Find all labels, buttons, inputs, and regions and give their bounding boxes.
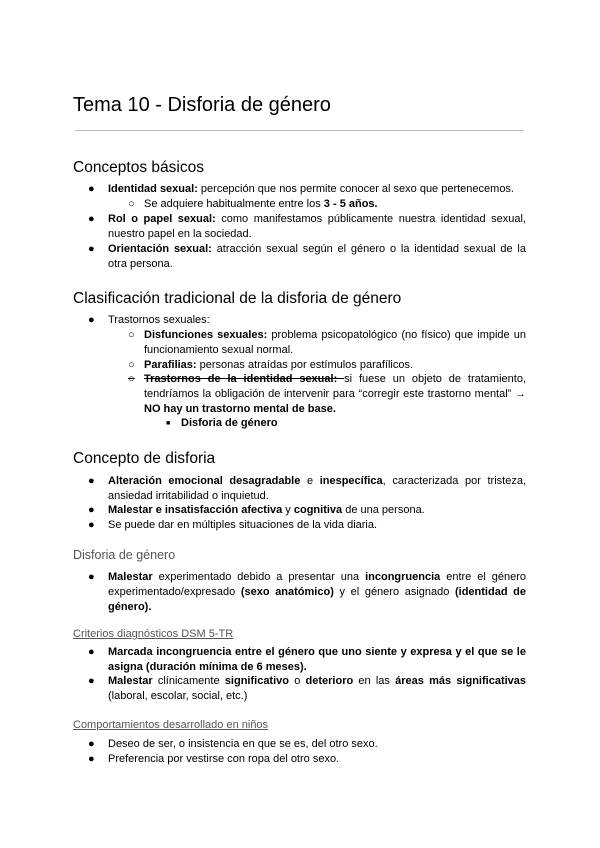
text: en las <box>353 675 396 687</box>
text: de una persona. <box>342 504 425 516</box>
bullet-disc-icon: ● <box>88 183 95 195</box>
list-item <box>181 416 526 431</box>
bullet-disc-icon: ● <box>88 504 95 516</box>
bullet-disc-icon: ● <box>88 738 95 750</box>
term: Marcada incongruencia entre el género que uno siente y expresa y el que se le asigna (duración mínima de 6 meses). <box>108 646 526 673</box>
term: Alteración emocional desagradable <box>108 475 301 487</box>
text: (laboral, escolar, social, etc.) <box>108 690 248 702</box>
bullet-circle-icon: ○ <box>128 359 135 371</box>
subsection-heading-disforia-genero: Disforia de género <box>73 548 176 562</box>
list-item <box>144 372 526 417</box>
term: Malestar <box>108 675 153 687</box>
term: 3 - 5 años. <box>323 198 378 210</box>
term: incongruencia <box>365 571 441 583</box>
bullet-disc-icon: ● <box>88 475 95 487</box>
section-heading-concepto-disforia: Concepto de disforia <box>73 450 216 467</box>
text: , caracterizada por tristeza, ansiedad irritabilidad o inquietud. <box>108 475 526 502</box>
section-heading-conceptos: Conceptos básicos <box>73 159 204 176</box>
definition: como manifestamos públicamente nuestra identidad sexual, nuestro papel en la sociedad. <box>108 213 526 240</box>
definition: personas atraídas por estímulos parafílicos. <box>196 359 414 371</box>
term: áreas más significativas <box>395 675 527 687</box>
list-item <box>108 570 526 615</box>
list-item: Trastornos sexuales: <box>108 314 210 326</box>
term: significativo <box>224 675 289 687</box>
bullet-disc-icon: ● <box>88 519 95 531</box>
bullet-disc-icon: ● <box>88 571 95 583</box>
bullet-disc-icon: ● <box>88 753 95 765</box>
text: y <box>282 504 294 516</box>
subsection-heading-criterios: Criterios diagnósticos DSM 5-TR <box>73 628 234 640</box>
text: clínicamente <box>152 675 225 687</box>
list-item: Deseo de ser, o insistencia en que se es, del otro sexo. <box>108 738 378 750</box>
text: o <box>289 675 306 687</box>
list-item <box>144 328 526 358</box>
definition: atracción sexual según el género o la identidad sexual de la otra persona. <box>108 243 526 270</box>
term: (identidad de género). <box>108 586 527 613</box>
list-item <box>108 645 526 675</box>
list-item: Preferencia por vestirse con ropa del otro sexo. <box>108 753 340 765</box>
definition: problema psicopatológico (no físico) que impide un funcionamiento sexual normal. <box>144 329 526 356</box>
term: inespecífica <box>319 475 383 487</box>
bullet-square-icon: ■ <box>166 420 171 427</box>
list-item <box>108 474 526 504</box>
text: experimentado debido a presentar una <box>152 571 366 583</box>
section-heading-clasificacion: Clasificación tradicional de la disforia de género <box>73 290 402 307</box>
bullet-disc-icon: ● <box>88 646 95 658</box>
text: e <box>300 475 320 487</box>
list-item <box>108 182 526 197</box>
subsection-heading-comportamientos: Comportamientos desarrollado en niños <box>73 719 269 731</box>
bullet-disc-icon: ● <box>88 243 95 255</box>
term: Malestar e insatisfacción afectiva <box>108 504 283 516</box>
term: Orientación sexual: <box>108 243 212 255</box>
term: deterioro <box>305 675 354 687</box>
bullet-circle-icon: ○ <box>128 373 135 385</box>
bullet-disc-icon: ● <box>88 675 95 687</box>
list-item <box>144 197 526 212</box>
bullet-disc-icon: ● <box>88 314 95 326</box>
term: Disforia de género <box>181 417 278 429</box>
term: Malestar <box>108 571 153 583</box>
text: entre el género experimentado/expresado <box>108 571 526 598</box>
list-item: Se puede dar en múltiples situaciones de la vida diaria. <box>108 519 378 531</box>
term: cognitiva <box>293 504 343 516</box>
definition: percepción que nos permite conocer al sexo que pertenecemos. <box>197 183 514 195</box>
conclusion: NO hay un trastorno mental de base. <box>144 403 336 415</box>
list-item <box>108 503 526 518</box>
term: Rol o papel sexual: <box>108 213 216 225</box>
text: y el género asignado <box>333 586 455 598</box>
term: Parafilias: <box>144 359 197 371</box>
bullet-circle-icon: ○ <box>128 329 135 341</box>
list-item <box>108 242 526 272</box>
term: Disfunciones sexuales: <box>144 329 268 341</box>
definition: si fuese un objeto de tratamiento, tendríamos la obligación de intervenir para “corregir este trastorno mental” → <box>144 373 526 400</box>
term: Identidad sexual: <box>108 183 198 195</box>
term: (sexo anatómico) <box>240 586 334 598</box>
title-divider <box>75 130 524 131</box>
page-title: Tema 10 - Disforia de género <box>73 94 331 116</box>
list-item <box>144 358 526 373</box>
struck-term: Trastornos de la identidad sexual: <box>144 373 345 385</box>
bullet-circle-icon: ○ <box>128 198 135 210</box>
list-item <box>108 674 526 704</box>
text: Se adquiere habitualmente entre los <box>144 198 324 210</box>
bullet-disc-icon: ● <box>88 213 95 225</box>
list-item <box>108 212 526 242</box>
